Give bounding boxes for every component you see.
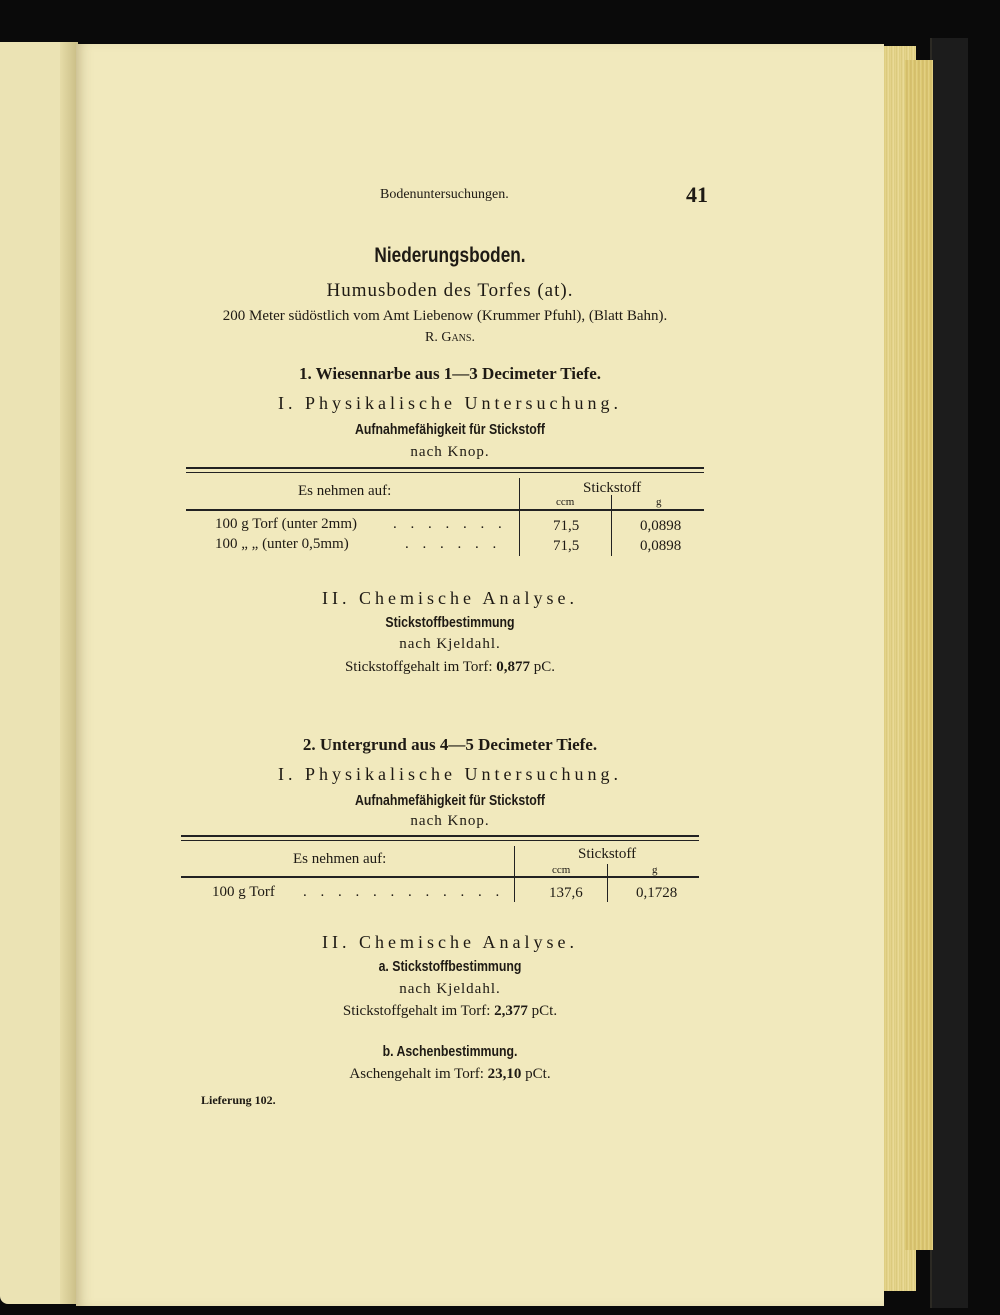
part2-chem-a-result	[180, 1003, 720, 1020]
section-title: Niederungsboden.	[374, 244, 526, 267]
part1-phys-heading: I. Physikalische Untersuchung.	[278, 393, 622, 413]
col-label: Es nehmen auf:	[298, 483, 392, 499]
signature-mark: Lieferung 102.	[201, 1093, 276, 1107]
table-top-rule-thin	[186, 472, 704, 473]
table-col-divider-2	[607, 864, 608, 902]
part1-heading: 1. Wiesennarbe aus 1—3 Decimeter Tiefe.	[298, 364, 602, 383]
soil-name: Humusboden des Torfes (at).	[326, 280, 574, 301]
table-col-divider-2	[611, 495, 612, 556]
table-header-rule	[181, 876, 699, 878]
result-value: 0,877	[496, 659, 531, 675]
part2-chem-b-result	[180, 1066, 720, 1083]
table-header-rule	[186, 509, 704, 511]
result-value: 2,377	[494, 1003, 528, 1019]
part2-heading: 2. Untergrund aus 4—5 Decimeter Tiefe.	[302, 735, 598, 754]
result-label: Stickstoffgehalt im Torf:	[344, 659, 493, 675]
unit-g: g	[652, 864, 658, 876]
table-row-label: 100 g Torf (unter 2mm)	[215, 516, 357, 532]
table-row-dots: . . . . . .	[405, 536, 502, 552]
part2-chem-heading: II. Chemische Analyse.	[322, 932, 578, 952]
part2-phys-sub: Aufnahmefähigkeit für Stickstoff	[355, 792, 545, 809]
result-unit: pCt.	[525, 1066, 551, 1082]
table-row-ccm: 137,6	[549, 885, 583, 901]
part1-phys-method: nach Knop.	[410, 444, 490, 460]
part1-phys-sub: Aufnahmefähigkeit für Stickstoff	[355, 421, 545, 438]
result-value: 23,10	[487, 1066, 522, 1082]
result-label: Stickstoffgehalt im Torf:	[342, 1003, 491, 1019]
unit-g: g	[656, 496, 662, 508]
result-label: Aschengehalt im Torf:	[349, 1066, 484, 1082]
table-row-label: 100 g Torf	[212, 884, 275, 900]
part2-phys-method: nach Knop.	[410, 813, 490, 829]
col-group: Stickstoff	[578, 846, 637, 862]
unit-ccm: ccm	[552, 864, 571, 876]
table-row-dots: . . . . . . .	[393, 516, 507, 532]
part2-phys-heading: I. Physikalische Untersuchung.	[278, 764, 622, 784]
col-label: Es nehmen auf:	[293, 851, 387, 867]
table-row-dots: . . . . . . . . . . . .	[303, 884, 505, 900]
part2-chem-a-method: nach Kjeldahl.	[399, 981, 501, 997]
part1-chem-method: nach Kjeldahl.	[399, 636, 501, 652]
part1-chem-heading: II. Chemische Analyse.	[322, 588, 578, 608]
part2-chem-a: a. Stickstoffbestimmung	[378, 958, 522, 975]
part2-chem-b: b. Aschenbestimmung.	[382, 1043, 518, 1060]
table-col-divider	[514, 846, 515, 902]
soil-location: 200 Meter südöstlich vom Amt Liebenow (Krummer Pfuhl), (Blatt Bahn).	[222, 308, 668, 324]
table-row-g: 0,0898	[640, 518, 682, 534]
page-edges-inner	[905, 60, 933, 1250]
table-top-rule	[186, 467, 704, 469]
table-top-rule-thin	[181, 840, 699, 841]
result-unit: pCt.	[531, 1003, 558, 1019]
col-group: Stickstoff	[583, 480, 642, 496]
table-top-rule	[181, 835, 699, 837]
part1-chem-sub: Stickstoffbestimmung	[385, 614, 515, 631]
author: R. Gans.	[425, 330, 475, 345]
table-row-g: 0,1728	[636, 885, 678, 901]
table-col-divider	[519, 478, 520, 556]
table-row-g: 0,0898	[640, 538, 682, 554]
table-row-label: 100 „ „ (unter 0,5mm)	[215, 536, 349, 552]
table-row-ccm: 71,5	[553, 518, 580, 534]
table-row-ccm: 71,5	[553, 538, 580, 554]
part1-chem-result	[180, 659, 720, 676]
page-number: 41	[686, 182, 708, 207]
running-title: Bodenuntersuchungen.	[380, 187, 509, 202]
unit-ccm: ccm	[556, 496, 575, 508]
result-unit: pC.	[533, 659, 556, 675]
book-cover	[930, 38, 968, 1308]
